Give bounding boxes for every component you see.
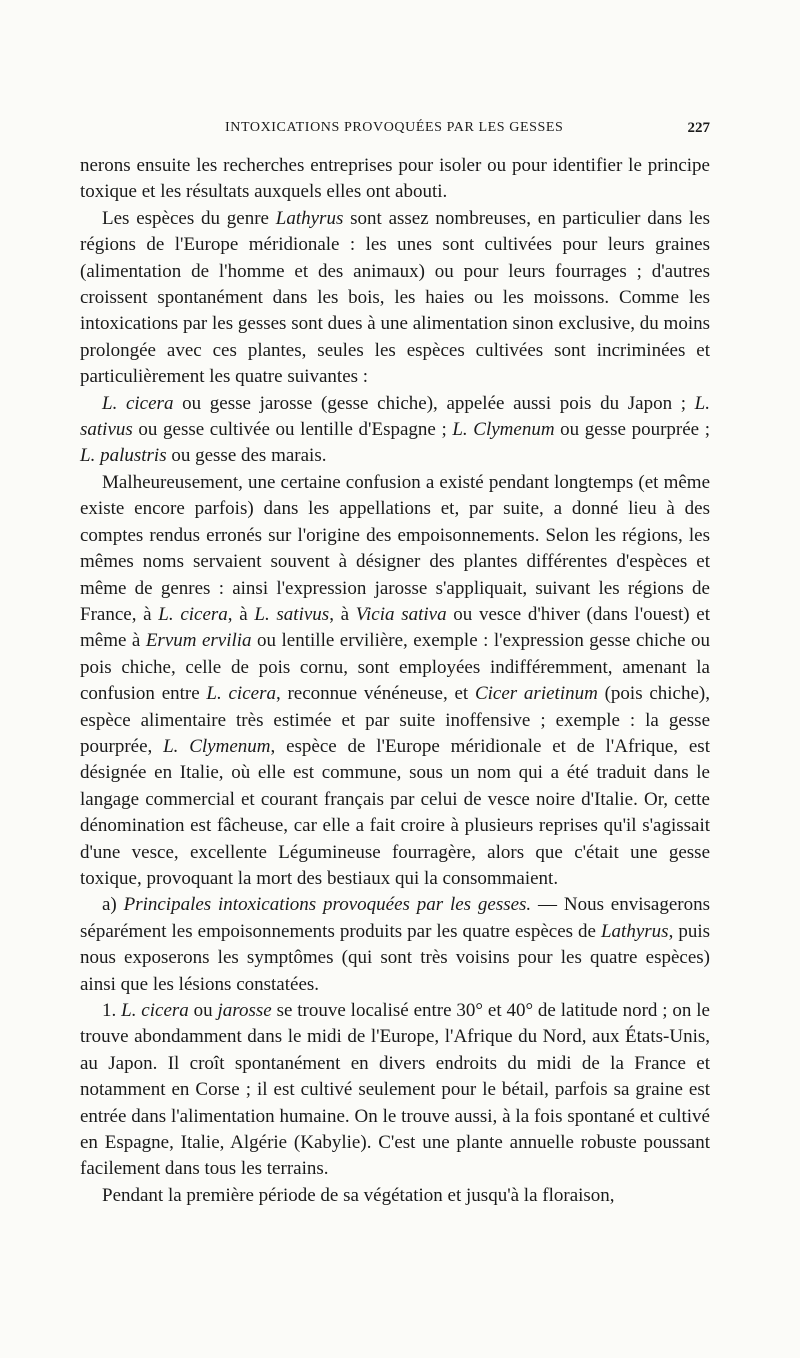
text-run: — Nous envisagerons séparément les empoisonnements produits par les quatre espèces de: [80, 894, 710, 942]
italic-term: Lathyrus: [600, 920, 669, 942]
italic-term: L. cicera: [158, 603, 228, 625]
text-run: ou gesse des marais.: [166, 445, 327, 467]
italic-term: L. palustris: [80, 445, 167, 467]
italic-term: Ervum ervilia: [145, 630, 252, 652]
text-run: a): [102, 894, 124, 916]
paragraph: [80, 998, 710, 1183]
paragraph: [80, 206, 710, 391]
text-run: ou lentille ervilière, exemple : l'expression gesse chiche ou pois chiche, celle de pois cornu, sont employées indifféremment, amenant la confusion entre: [80, 630, 710, 705]
italic-term: L. cicera: [121, 1000, 189, 1021]
text-run: ou gesse cultivée ou lentille d'Espagne ;: [132, 419, 453, 441]
text-run: , reconnue vénéneuse, et: [275, 683, 475, 705]
text-run: ou gesse jarosse (gesse chiche), appelée aussi pois du Japon ;: [173, 392, 695, 414]
text-run: ou gesse pourprée ;: [554, 419, 710, 441]
text-run: se trouve localisé entre 30° et 40° de latitude nord ; on le trouve abondamment dans le midi de l'Europe, l'Afrique du Nord, aux États-Unis, au Japon. Il croît spontanément en divers endroits du midi de la France et notamment en Corse ; il est cultivé seulement pour le bétail, parfois sa graine est entrée dans l'alimentation humaine. On le trouve aussi, à la fois spontané et cultivé en Espagne, Italie, Algérie (Kabylie). C'est une plante annuelle robuste poussant facilement dans tous les terrains.: [80, 1000, 710, 1180]
paragraph: [80, 892, 710, 998]
text-run: Pendant la première période de sa végétation et jusqu'à la floraison,: [102, 1184, 615, 1206]
italic-term: Lathyrus: [275, 207, 344, 229]
page-header: [80, 120, 710, 142]
text-run: , puis nous exposerons les symptômes (qui sont très voisins pour les quatre espèces) ainsi que les lésions constatées.: [80, 920, 710, 995]
text-run: (pois chiche), espèce alimentaire très estimée et par suite inoffensive ; exemple : la gesse pourprée,: [80, 683, 710, 757]
text-run: 1.: [102, 1000, 122, 1021]
text-run: Les espèces du genre: [102, 207, 276, 229]
running-title: INTOXICATIONS PROVOQUÉES PAR LES GESSES: [225, 120, 564, 135]
text-run: ou vesce d'hiver (dans l'ouest) et même à: [80, 603, 710, 652]
italic-term: Principales intoxications provoquées par les gesses.: [123, 894, 532, 916]
paragraph: [80, 470, 710, 893]
italic-term: L. Clymenum: [452, 419, 555, 441]
text-run: Malheureusement, une certaine confusion a existé pendant longtemps (et même existe encore parfois) dans les appellations et, par suite, a donné lieu à des comptes rendus erronés sur l'origine des empoisonnements. Selon les régions, les mêmes noms servaient souvent à désigner des plantes différentes d'espèces et même de genres : ainsi l'expression jarosse s'appliquait, suivant les régions de France, à: [80, 471, 710, 625]
italic-term: Vicia sativa: [355, 603, 447, 625]
page-number: 227: [687, 120, 710, 136]
text-run: nerons ensuite les recherches entreprises pour isoler ou pour identifier le principe toxique et les résultats auxquels elles ont abouti.: [80, 155, 710, 203]
italic-term: L. sativus: [254, 603, 330, 625]
italic-term: Cicer arietinum: [474, 683, 598, 705]
italic-term: L. cicera: [102, 392, 174, 414]
text-run: , à: [227, 603, 255, 625]
paragraph: [80, 391, 710, 470]
text-run: ou: [188, 1000, 218, 1021]
text-run: sont assez nombreuses, en particulier dans les régions de l'Europe méridionale : les unes sont cultivées pour leurs graines (alimentation de l'homme et des animaux) ou pour leurs fourrages ; d'autres croissent spontanément dans les bois, les haies ou les moissons. Comme les intoxications par les gesses sont dues à une alimentation sinon exclusive, du moins prolongée avec ces plantes, seules les espèces cultivées sont incriminées et particulièrement les quatre suivantes :: [80, 207, 710, 388]
italic-term: L. Clymenum: [163, 735, 271, 757]
italic-term: L. sativus: [80, 392, 710, 441]
paragraph: [80, 1183, 710, 1209]
paragraph: [80, 153, 710, 206]
text-run: , espèce de l'Europe méridionale et de l'Afrique, est désignée en Italie, où elle est commune, sous un nom qui a été traduit dans le langage commercial et courant français par celui de vesce noire d'Italie. Or, cette dénomination est fâcheuse, car elle a fait croire à plusieurs reprises qu'il s'agissait d'une vesce, excellente Légumineuse fourragère, alors que c'était une gesse toxique, provoquant la mort des bestiaux qui la consommaient.: [80, 735, 710, 889]
italic-term: L. cicera: [206, 683, 276, 705]
page-body: [80, 153, 710, 1209]
italic-term: jarosse: [217, 1000, 272, 1021]
text-run: , à: [329, 603, 356, 625]
